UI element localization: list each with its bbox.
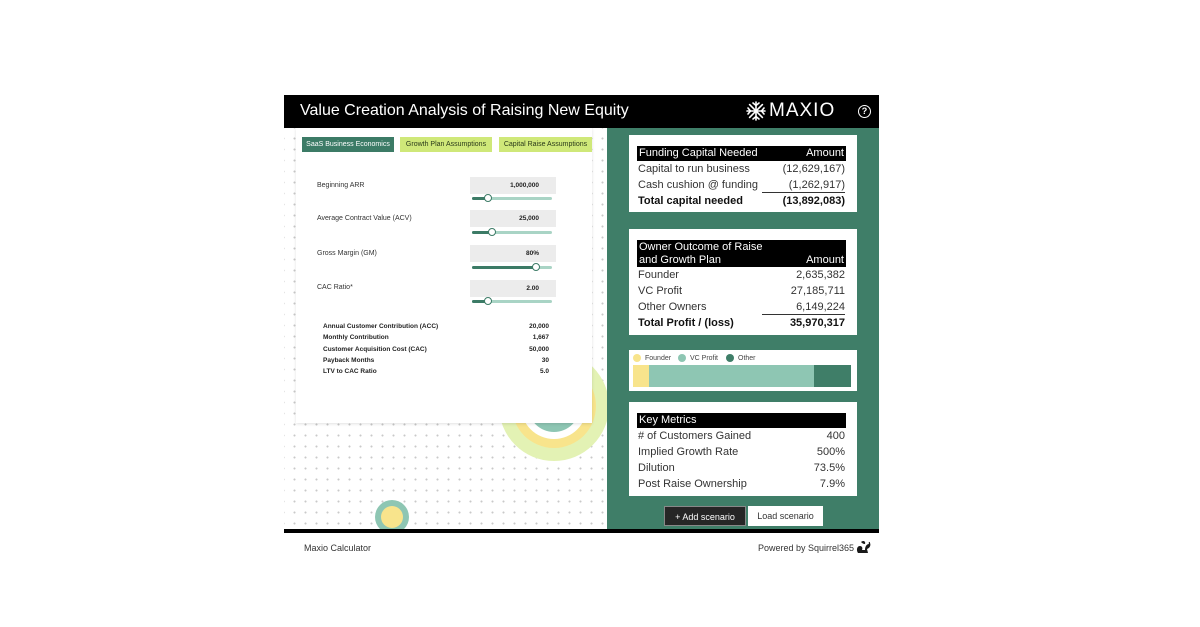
results-area [607,128,879,533]
row-label: VC Profit [638,285,683,297]
owner-row [637,283,846,299]
summary-value: 5.0 [539,368,549,375]
row-value: (12,629,167) [782,163,845,175]
metric-row [637,460,846,476]
maxio-logo [746,100,835,122]
summary-row-monthly [323,334,549,345]
bar-other [814,365,851,387]
summary-label: Customer Acquisition Cost (CAC) [323,346,427,353]
summary-value: 50,000 [529,346,549,353]
decorative-small-ring-inner [381,506,403,528]
row-label: Implied Growth Rate [638,446,739,458]
funding-header-amount: Amount [806,147,844,159]
page-title: Value Creation Analysis of Raising New Equity [300,102,629,119]
add-scenario-button[interactable]: + Add scenario [664,506,746,526]
summary-row-payback [323,357,549,368]
row-label: Total capital needed [638,195,743,207]
row-value: 6,149,224 [796,301,845,313]
input-area [284,128,607,529]
summary-row-cac [323,346,549,357]
tab-saas-business-economics[interactable]: SaaS Business Economics [302,137,394,152]
owner-header-line1: Owner Outcome of Raise [639,241,763,253]
ownership-chart-panel [629,350,857,391]
legend-other [726,354,756,362]
summary-label: LTV to CAC Ratio [323,368,377,375]
row-value: 73.5% [813,462,845,474]
owner-outcome-panel [629,229,857,335]
row-label: Post Raise Ownership [638,478,747,490]
gross-margin-label: Gross Margin (GM) [317,250,377,257]
row-label: Founder [638,269,679,281]
squirrel-icon [855,540,871,555]
vc-legend-dot [678,354,686,362]
legend-founder [633,354,671,362]
row-value: 35,970,317 [789,317,845,329]
snowflake-logo-icon [746,101,766,121]
summary-label: Annual Customer Contribution (ACC) [323,323,439,330]
other-legend-dot [726,354,734,362]
economics-card [296,128,592,423]
beginning-arr-input[interactable]: 1,000,000 [470,177,556,194]
slider-handle[interactable] [532,263,540,271]
summary-value: 1,667 [532,334,549,341]
row-label: Total Profit / (loss) [638,317,734,329]
metric-row [637,476,846,492]
row-label: Cash cushion @ funding [638,179,759,191]
beginning-arr-label: Beginning ARR [317,182,365,189]
owner-header-line2: and Growth Plan [639,254,721,266]
summary-value: 30 [541,357,549,364]
metrics-header-label: Key Metrics [639,414,697,426]
row-label: # of Customers Gained [638,430,752,442]
bar-vc-profit [649,365,814,387]
cac-ratio-input[interactable]: 2.00 [470,280,556,297]
row-value: (1,262,917) [788,179,845,191]
calculator-app [284,95,879,533]
metric-row [637,444,846,460]
funding-total-row [637,193,846,209]
acv-input[interactable]: 25,000 [470,210,556,227]
row-label: Capital to run business [638,163,750,175]
help-icon[interactable]: ? [858,105,871,118]
slider-handle[interactable] [488,228,496,236]
row-value: 400 [826,430,845,442]
row-value: 27,185,711 [790,285,845,297]
legend-label: Other [738,354,756,362]
footer-powered-by[interactable]: Powered by Squirrel365 [758,543,855,553]
summary-row-acc [323,323,549,334]
funding-row [637,161,846,177]
tab-growth-plan-assumptions[interactable]: Growth Plan Assumptions [400,137,492,152]
cac-ratio-slider[interactable] [472,300,552,303]
logo-text: MAXIO [769,100,836,121]
row-value: 2,635,382 [796,269,845,281]
founder-legend-dot [633,354,641,362]
funding-row [637,177,846,193]
summary-label: Monthly Contribution [323,334,389,341]
funding-header [637,146,846,161]
load-scenario-button[interactable]: Load scenario [748,506,823,526]
legend-label: VC Profit [690,354,719,362]
row-label: Dilution [638,462,675,474]
beginning-arr-slider[interactable] [472,197,552,200]
bottom-bar [284,529,879,533]
owner-row [637,267,846,283]
metrics-header [637,413,846,428]
funding-panel [629,135,857,212]
owner-total-row [637,315,846,331]
app-header [284,95,879,128]
gross-margin-slider[interactable] [472,266,552,269]
row-value: (13,892,083) [782,195,845,207]
owner-header-amount: Amount [806,254,844,266]
slider-fill [472,266,536,269]
summary-row-ltv [323,368,549,379]
funding-header-label: Funding Capital Needed [639,147,758,159]
slider-handle[interactable] [484,297,492,305]
owner-header [637,240,846,267]
tab-capital-raise-assumptions[interactable]: Capital Raise Assumptions [499,137,592,152]
gross-margin-input[interactable]: 80% [470,245,556,262]
acv-slider[interactable] [472,231,552,234]
owner-row [637,299,846,315]
footer-app-name: Maxio Calculator [304,543,372,553]
row-value: 500% [816,446,845,458]
legend-label: Founder [645,354,672,362]
metric-row [637,428,846,444]
summary-label: Payback Months [323,357,375,364]
summary-value: 20,000 [529,323,549,330]
legend-vc-profit [678,354,718,362]
cac-ratio-label: CAC Ratio* [317,284,353,291]
key-metrics-panel [629,402,857,496]
row-label: Other Owners [638,301,707,313]
row-value: 7.9% [819,478,845,490]
slider-handle[interactable] [484,194,492,202]
bar-founder [633,365,649,387]
acv-label: Average Contract Value (ACV) [317,215,412,222]
